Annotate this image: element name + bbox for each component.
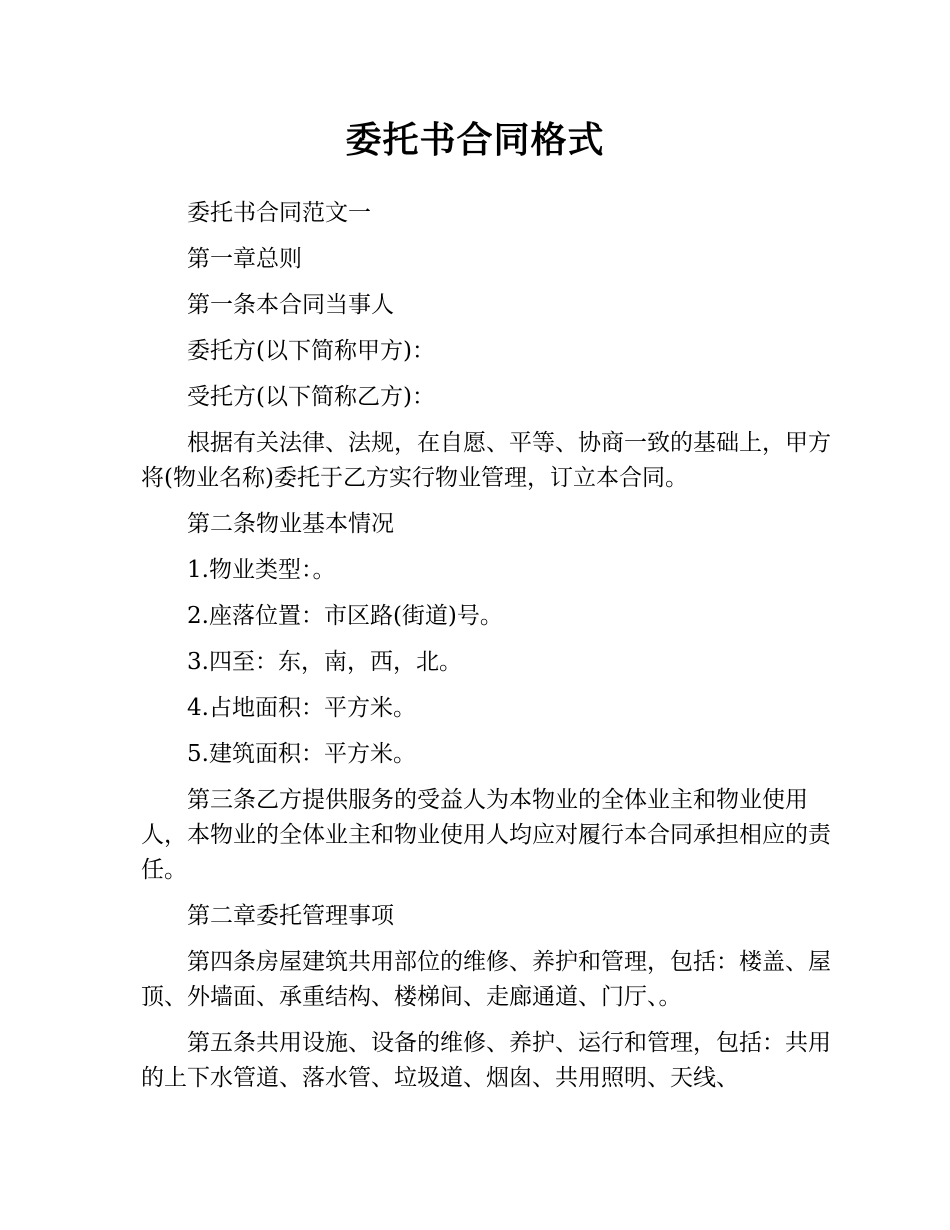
document-title: 委托书合同格式 [345, 120, 605, 161]
paragraph: 受托方(以下简称乙方)： [187, 384, 435, 410]
article-heading: 第一条本合同当事人 [187, 292, 394, 318]
list-item: 3.四至：东，南，西，北。 [187, 649, 462, 675]
chapter-heading: 第二章委托管理事项 [187, 903, 394, 929]
paragraph: 委托方(以下简称甲方)： [187, 338, 435, 364]
list-item: 2.座落位置：市区路(街道)号。 [187, 603, 503, 629]
list-item: 4.占地面积：平方米。 [187, 695, 416, 721]
document-body [141, 196, 831, 1107]
paragraph: 根据有关法律、法规，在自愿、平等、协商一致的基础上，甲方将(物业名称)委托于乙方实行物业管理，订立本合同。 [141, 430, 831, 491]
list-item: 1.物业类型：。 [187, 557, 336, 583]
paragraph: 委托书合同范文一 [187, 200, 371, 226]
chapter-heading: 第一章总则 [187, 246, 302, 272]
paragraph: 第三条乙方提供服务的受益人为本物业的全体业主和物业使用人，本物业的全体业主和物业使用人均应对履行本合同承担相应的责任。 [141, 787, 831, 883]
paragraph: 第四条房屋建筑共用部位的维修、养护和管理，包括：楼盖、屋顶、外墙面、承重结构、楼梯间、走廊通道、门厅、。 [141, 949, 831, 1010]
list-item: 5.建筑面积：平方米。 [187, 741, 416, 767]
paragraph: 第五条共用设施、设备的维修、养护、运行和管理，包括：共用的上下水管道、落水管、垃圾道、烟囱、共用照明、天线、 [141, 1030, 831, 1091]
article-heading: 第二条物业基本情况 [187, 511, 394, 537]
